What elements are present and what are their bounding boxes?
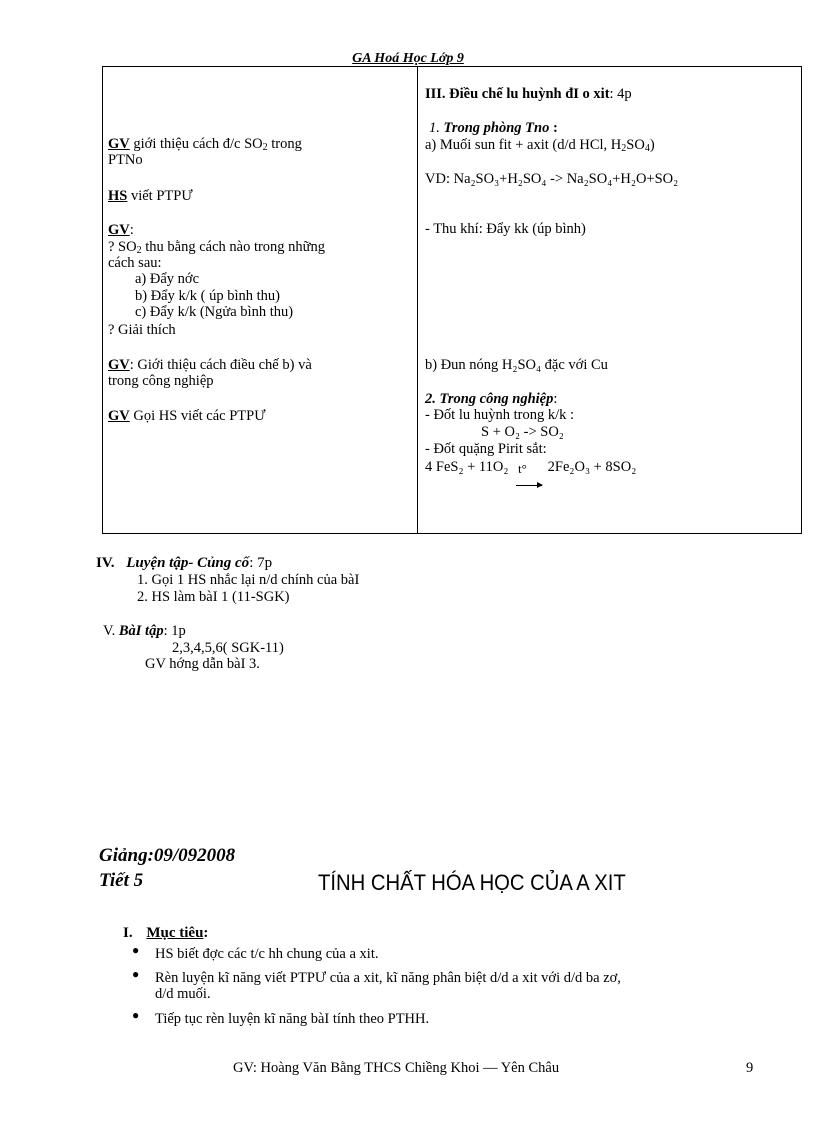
lesson-period: Tiết 5	[99, 870, 144, 891]
homework-heading: V. BàI tập: 1p	[103, 623, 186, 639]
question-line: ? $SO_2$ thu bằng cách nào trong những	[108, 239, 326, 256]
page-number: 9	[746, 1060, 754, 1076]
objective-3: Tiếp tục rèn luyện kĩ năng bàI tính theo PTHH.	[155, 1011, 430, 1027]
hs-line: HS viết PTPƯ	[108, 188, 193, 204]
sulfur-equation: S + O₂ -> SO₂	[481, 424, 564, 440]
practice-heading: IV. Luyện tập- Củng cố: 7p	[96, 555, 273, 571]
lesson-table	[102, 66, 802, 534]
footer-author: GV: Hoàng Văn Bằng THCS Chiềng Khoi — Yên Châu	[233, 1060, 560, 1076]
question-line2: cách sau:	[108, 255, 162, 271]
homework-exercises: 2,3,4,5,6( SGK-11)	[172, 640, 284, 656]
burn-sulfur: - Đốt lu huỳnh trong k/k :	[425, 407, 575, 423]
practice-item-2: 2. HS làm bàI 1 (11-SGK)	[137, 589, 290, 605]
method-a: a) Muối sun fit + axit (d/d HCl, $H_2SO_4$)	[425, 137, 655, 154]
hs-label: HS	[108, 188, 128, 204]
gv-intro-line: GV giới thiệu cách đ/c $SO_2$ trong	[108, 136, 302, 153]
example-equation: VD: Na₂SO₃+H₂SO₄ -> Na₂SO₄+H₂O+SO₂	[425, 171, 679, 187]
explain-question: ? Giải thích	[108, 322, 176, 338]
option-b: b) Đẩy k/k ( úp bình thu)	[135, 288, 280, 304]
option-a: a) Đẩy nớc	[135, 271, 200, 287]
page-header: GA Hoá Học Lớp 9	[352, 51, 464, 66]
objectives-heading: I. Mục tiêu:	[123, 925, 209, 941]
method-b: b) Đun nóng H₂SO₄ đặc với Cu	[425, 357, 608, 373]
gas-collection: - Thu khí: Đẩy kk (úp bình)	[425, 221, 586, 237]
lesson-title: TÍNH CHẤT HÓA HỌC CỦA A XIT	[318, 870, 626, 895]
burn-pyrite: - Đốt quặng Pirit sắt:	[425, 441, 547, 457]
gv-method-line2: trong công nghiệp	[108, 373, 214, 389]
section-title: III. Điều chế lu huỳnh đI o xit: 4p	[425, 86, 632, 102]
bullet-icon: ●	[132, 943, 140, 957]
bullet-icon: ●	[132, 967, 140, 981]
objective-2: Rèn luyện kĩ năng viết PTPƯ của a xit, kĩ năng phân biệt d/d a xit với d/d ba zơ,	[155, 970, 621, 986]
practice-item-1: 1. Gọi 1 HS nhắc lại n/d chính của bàI	[137, 572, 360, 588]
lab-subtitle: 1. Trong phòng Tno :	[429, 120, 558, 136]
gv-question-label: GV:	[108, 222, 134, 238]
option-c: c) Đẩy k/k (Ngửa bình thu)	[135, 304, 294, 320]
objective-2-cont: d/d muối.	[155, 986, 211, 1002]
industry-subtitle: 2. Trong công nghiệp:	[425, 391, 558, 407]
gv-label: GV	[108, 136, 130, 152]
gv-ptpu-line: GV Gọi HS viết các PTPƯ	[108, 408, 266, 424]
homework-guide: GV hớng dẫn bàI 3.	[145, 656, 260, 672]
table-divider	[417, 67, 418, 533]
objective-1: HS biết đợc các t/c hh chung của a xit.	[155, 946, 379, 962]
gv-method-line: GV: Giới thiệu cách điều chế b) và	[108, 357, 312, 373]
gv-intro-line2: PTNo	[108, 152, 143, 168]
lesson-date: Giảng:09/092008	[99, 845, 236, 866]
bullet-icon: ●	[132, 1008, 140, 1022]
pyrite-equation: 4 FeS₂ + 11O₂ t° 2Fe₂O₃ + 8SO₂	[425, 460, 636, 475]
